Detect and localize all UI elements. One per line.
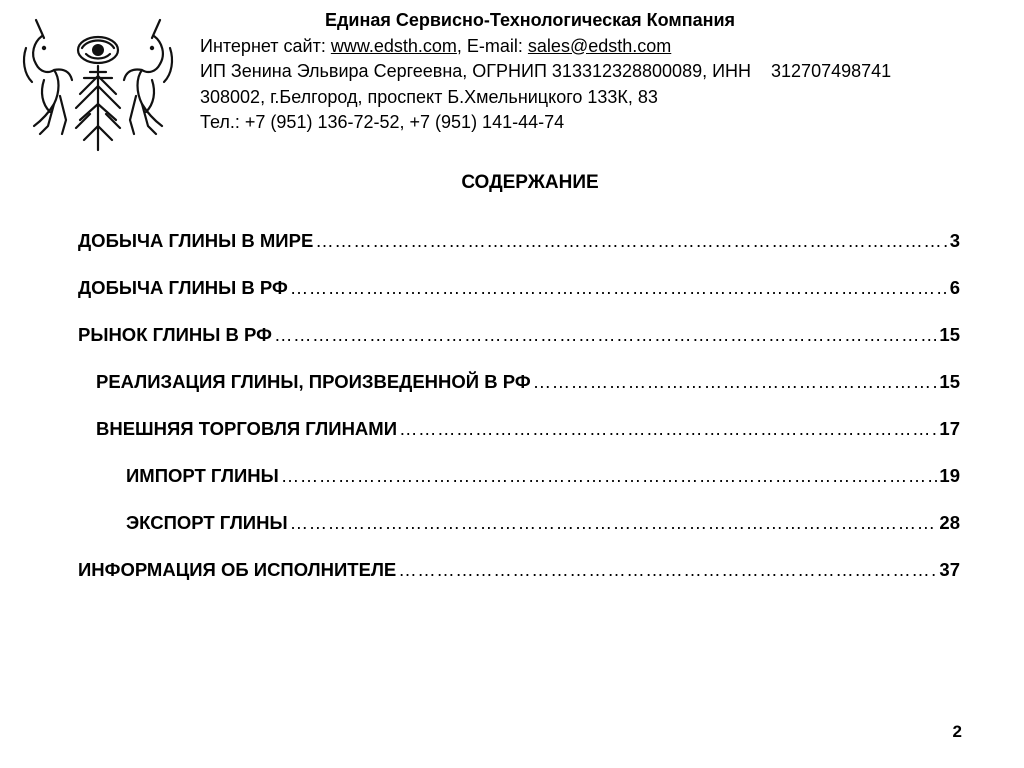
website-label: Интернет сайт:: [200, 35, 331, 56]
toc-item-page: 17: [939, 418, 960, 439]
toc-item-clay-import[interactable]: [126, 465, 960, 495]
phone: Тел.: +7 (951) 136-72-52, +7 (951) 141-44-74: [200, 112, 565, 132]
company-name: Единая Сервисно-Технологическая Компания: [324, 10, 736, 30]
toc-item-rf-clay-sales[interactable]: [96, 371, 960, 401]
toc-leader-dots: [399, 418, 937, 440]
toc-item-foreign-trade[interactable]: [96, 418, 960, 448]
toc-item-label: ЭКСПОРТ ГЛИНЫ: [126, 512, 288, 533]
toc-item-page: 19: [939, 465, 960, 486]
toc-item-contractor-info[interactable]: [78, 559, 960, 589]
toc-item-label: ИМПОРТ ГЛИНЫ: [126, 465, 279, 486]
toc-item-label: ДОБЫЧА ГЛИНЫ В МИРЕ: [78, 230, 314, 251]
toc-item-rf-clay-mining[interactable]: [78, 277, 960, 307]
toc-item-page: 28: [939, 512, 960, 533]
toc-item-page: 15: [939, 324, 960, 345]
toc-item-page: 3: [949, 230, 960, 251]
contact-line: [200, 34, 1000, 60]
toc-leader-dots: [398, 559, 937, 581]
page-number: 2: [952, 722, 962, 741]
toc-leader-dots: [533, 371, 938, 393]
toc-item-label: ДОБЫЧА ГЛИНЫ В РФ: [78, 277, 288, 298]
toc-leader-dots: [274, 324, 937, 346]
email-label: , E-mail:: [456, 35, 528, 56]
toc-item-rf-clay-market[interactable]: [78, 324, 960, 354]
toc-item-label: РЫНОК ГЛИНЫ В РФ: [78, 324, 272, 345]
email-link[interactable]: sales@edsth.com: [527, 35, 672, 56]
website-link[interactable]: www.edsth.com: [330, 35, 457, 56]
toc-item-world-clay-mining[interactable]: [78, 230, 960, 260]
toc-item-page: 15: [939, 371, 960, 392]
emblem-graphic: [14, 8, 182, 156]
toc-title: СОДЕРЖАНИЕ: [461, 172, 599, 193]
document-header: [200, 8, 1000, 136]
toc-item-label: ВНЕШНЯЯ ТОРГОВЛЯ ГЛИНАМИ: [96, 418, 397, 439]
toc-leader-dots: [315, 230, 947, 252]
toc-leader-dots: [290, 277, 948, 299]
registration-info: ИП Зенина Эльвира Сергеевна, ОГРНИП 313312328800089, ИНН 312707498741: [200, 61, 892, 81]
address: 308002, г.Белгород, проспект Б.Хмельницкого 133К, 83: [200, 86, 658, 107]
company-emblem-logo: [14, 8, 182, 156]
toc-leader-dots: [281, 465, 938, 487]
toc-item-page: 6: [949, 277, 960, 298]
toc-item-clay-export[interactable]: [126, 512, 960, 542]
toc-leader-dots: [290, 512, 938, 534]
toc-item-page: 37: [939, 559, 960, 580]
toc-item-label: РЕАЛИЗАЦИЯ ГЛИНЫ, ПРОИЗВЕДЕННОЙ В РФ: [96, 371, 531, 392]
toc-item-label: ИНФОРМАЦИЯ ОБ ИСПОЛНИТЕЛЕ: [78, 559, 397, 580]
